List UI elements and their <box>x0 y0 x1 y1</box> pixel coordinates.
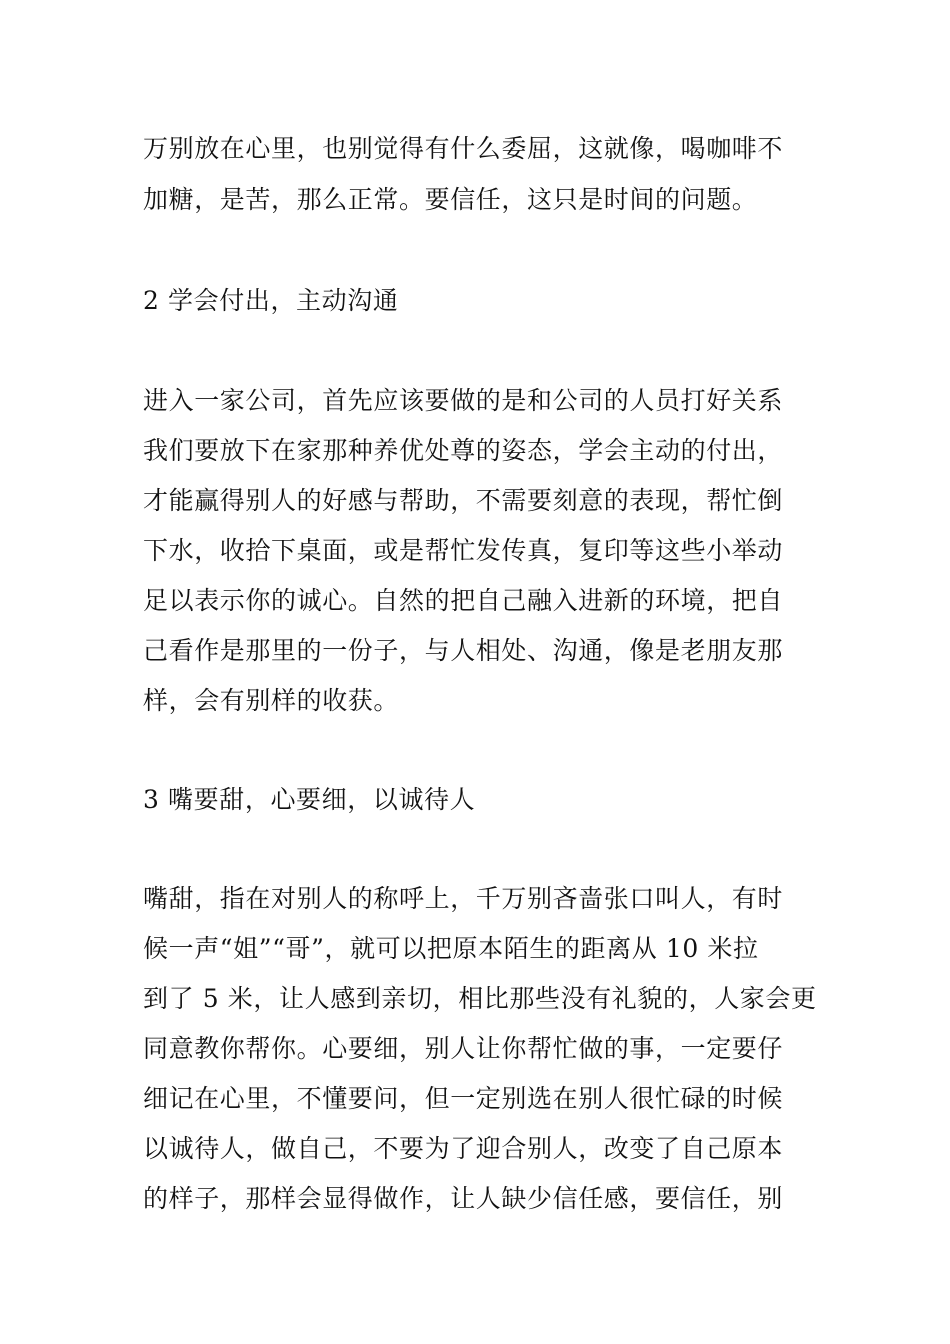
paragraph-line: 我们要放下在家那种养优处尊的姿态，学会主动的付出， <box>143 436 784 465</box>
paragraph-line: 下水，收拾下桌面，或是帮忙发传真，复印等这些小举动 <box>143 536 784 565</box>
section-heading: 3 嘴要甜，心要细，以诚待人 <box>143 785 476 814</box>
paragraph-line: 万别放在心里，也别觉得有什么委屈，这就像，喝咖啡不 <box>143 134 784 163</box>
paragraph-line: 样，会有别样的收获。 <box>143 686 400 715</box>
paragraph-line: 候一声“姐”“哥”，就可以把原本陌生的距离从 10 米拉 <box>143 934 759 963</box>
paragraph-line: 的样子，那样会显得做作，让人缺少信任感，要信任，别 <box>143 1184 784 1213</box>
paragraph-line: 以诚待人，做自己，不要为了迎合别人，改变了自己原本 <box>143 1134 784 1163</box>
paragraph-line: 同意教你帮你。心要细，别人让你帮忙做的事，一定要仔 <box>143 1034 784 1063</box>
paragraph-line: 到了 5 米，让人感到亲切，相比那些没有礼貌的，人家会更 <box>143 984 817 1013</box>
paragraph-line: 进入一家公司，首先应该要做的是和公司的人员打好关系 <box>143 386 784 415</box>
paragraph-line: 己看作是那里的一份子，与人相处、沟通，像是老朋友那 <box>143 636 784 665</box>
paragraph-line: 细记在心里，不懂要问，但一定别选在别人很忙碌的时候 <box>143 1084 784 1113</box>
section-heading: 2 学会付出，主动沟通 <box>143 286 399 315</box>
paragraph-line: 加糖，是苦，那么正常。要信任，这只是时间的问题。 <box>143 185 758 214</box>
paragraph-line: 足以表示你的诚心。自然的把自己融入进新的环境，把自 <box>143 586 784 615</box>
paragraph-line: 才能赢得别人的好感与帮助，不需要刻意的表现，帮忙倒 <box>143 486 784 515</box>
paragraph-line: 嘴甜，指在对别人的称呼上，千万别吝啬张口叫人，有时 <box>143 884 784 913</box>
